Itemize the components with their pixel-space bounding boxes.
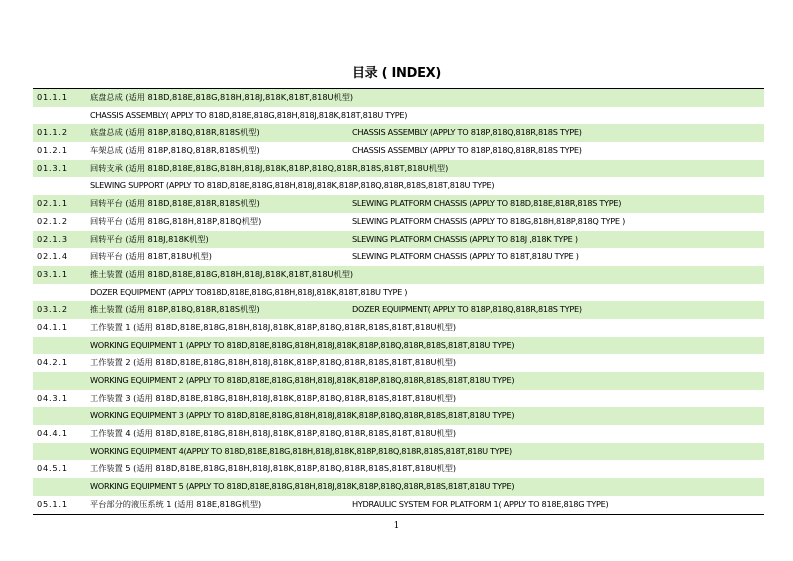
index-title-cn: 推土装置 (适用 818D,818E,818G,818H,818J,818K,818T,818U机型) — [90, 268, 354, 279]
index-title-en-full: WORKING EQUIPMENT 5 (APPLY TO 818D,818E,818G,818H,818J,818K,818P,818Q,818R,818S,818T,818U TYPE) — [90, 481, 515, 492]
index-row[interactable] — [33, 177, 764, 195]
index-title-en: SLEWING PLATFORM CHASSIS (APPLY TO 818D,818E,818R,818S TYPE) — [352, 198, 622, 209]
index-number: 03.1.2 — [37, 304, 68, 315]
index-title-en-full: WORKING EQUIPMENT 2 (APPLY TO 818D,818E,818G,818H,818J,818K,818P,818Q,818R,818S,818T,818U TYPE) — [90, 375, 515, 385]
index-row[interactable] — [33, 443, 764, 461]
index-title-cn: 工作装置 1 (适用 818D,818E,818G,818H,818J,818K,818P,818Q,818R,818S,818T,818U机型) — [90, 321, 457, 332]
index-number: 01.3.1 — [37, 162, 68, 173]
index-title-en: CHASSIS ASSEMBLY (APPLY TO 818P,818Q,818R,818S TYPE) — [352, 127, 582, 138]
index-title-cn: 工作装置 3 (适用 818D,818E,818G,818H,818J,818K,818P,818Q,818R,818S,818T,818U机型) — [90, 392, 457, 403]
index-title-cn: 工作装置 2 (适用 818D,818E,818G,818H,818J,818K,818P,818Q,818R,818S,818T,818U机型) — [90, 357, 457, 368]
index-row[interactable] — [33, 266, 764, 284]
index-title-en: CHASSIS ASSEMBLY (APPLY TO 818P,818Q,818R,818S TYPE) — [352, 145, 582, 156]
index-title-en-full: DOZER EQUIPMENT (APPLY TO818D,818E,818G,818H,818J,818K,818T,818U TYPE ) — [90, 286, 408, 297]
index-row[interactable] — [33, 460, 764, 478]
index-title-cn: 底盘总成 (适用 818D,818E,818G,818H,818J,818K,818T,818U机型) — [90, 92, 354, 102]
index-title-cn: 回转支承 (适用 818D,818E,818G,818H,818J,818K,818P,818Q,818R,818S,818T,818U机型) — [90, 162, 449, 173]
index-number: 01.1.2 — [37, 127, 68, 138]
index-title-en: DOZER EQUIPMENT( APPLY TO 818P,818Q,818R,818S TYPE) — [352, 304, 582, 315]
index-row[interactable] — [33, 337, 764, 355]
index-number: 05.1.1 — [37, 498, 68, 509]
index-number: 04.5.1 — [37, 463, 68, 474]
index-number: 01.2.1 — [37, 145, 68, 156]
index-title-en: SLEWING PLATFORM CHASSIS (APPLY TO 818J ,818K TYPE ) — [352, 233, 578, 244]
index-title-en-full: WORKING EQUIPMENT 3 (APPLY TO 818D,818E,818G,818H,818J,818K,818P,818Q,818R,818S,818T,818U TYPE) — [90, 410, 515, 421]
index-row[interactable] — [33, 372, 764, 390]
index-number: 02.1.3 — [37, 233, 68, 244]
index-title-cn: 底盘总成 (适用 818P,818Q,818R,818S机型) — [90, 127, 260, 138]
index-title-cn: 回转平台 (适用 818J,818K机型) — [90, 233, 209, 244]
index-row[interactable] — [33, 301, 764, 319]
index-row[interactable] — [33, 231, 764, 249]
index-row[interactable] — [33, 284, 764, 302]
index-title-cn: 车架总成 (适用 818P,818Q,818R,818S机型) — [90, 145, 260, 156]
index-number: 04.3.1 — [37, 392, 68, 403]
index-row[interactable] — [33, 160, 764, 178]
index-row[interactable] — [33, 319, 764, 337]
index-number: 04.1.1 — [37, 321, 68, 332]
index-row[interactable] — [33, 142, 764, 160]
index-number: 04.2.1 — [37, 357, 68, 368]
index-row[interactable] — [33, 248, 764, 266]
index-number: 02.1.2 — [37, 215, 68, 226]
index-row[interactable] — [33, 195, 764, 213]
index-title-cn: 工作装置 4 (适用 818D,818E,818G,818H,818J,818K,818P,818Q,818R,818S,818T,818U机型) — [90, 428, 457, 439]
index-title-en: HYDRAULIC SYSTEM FOR PLATFORM 1( APPLY TO 818E,818G TYPE) — [352, 498, 609, 509]
index-title-cn: 回转平台 (适用 818D,818E,818R,818S机型) — [90, 198, 260, 209]
index-title-cn: 平台部分的液压系统 1 (适用 818E,818G机型) — [90, 498, 262, 509]
index-title-en: SLEWING PLATFORM CHASSIS (APPLY TO 818T,818U TYPE ) — [352, 251, 579, 262]
index-title-en: SLEWING PLATFORM CHASSIS (APPLY TO 818G,818H,818P,818Q TYPE ) — [352, 215, 625, 226]
index-row[interactable] — [33, 407, 764, 425]
index-row[interactable] — [33, 390, 764, 408]
page-title: 目录 ( INDEX) — [351, 66, 442, 81]
index-table — [33, 88, 764, 515]
index-row[interactable] — [33, 124, 764, 142]
index-row[interactable] — [33, 107, 764, 125]
index-title-cn: 推土装置 (适用 818P,818Q,818R,818S机型) — [90, 304, 260, 315]
index-number: 02.1.4 — [37, 251, 68, 262]
index-title-cn: 工作装置 5 (适用 818D,818E,818G,818H,818J,818K,818P,818Q,818R,818S,818T,818U机型) — [90, 463, 457, 474]
index-title-en-full: WORKING EQUIPMENT 4(APPLY TO 818D,818E,818G,818H,818J,818K,818P,818Q,818R,818S,818T,818U TYPE) — [90, 445, 512, 456]
index-title-en-full: CHASSIS ASSEMBLY( APPLY TO 818D,818E,818G,818H,818J,818K,818T,818U TYPE) — [90, 109, 408, 120]
index-row[interactable] — [33, 89, 764, 107]
index-number: 04.4.1 — [37, 428, 68, 439]
index-number: 03.1.1 — [37, 268, 68, 279]
index-title-cn: 回转平台 (适用 818G,818H,818P,818Q机型) — [90, 215, 262, 226]
index-title-en-full: SLEWING SUPPORT (APPLY TO 818D,818E,818G,818H,818J,818K,818P,818Q,818R,818S,818T,818U TYPE) — [90, 180, 495, 191]
index-row[interactable] — [33, 354, 764, 372]
index-row[interactable] — [33, 496, 764, 515]
page-number: 1 — [393, 521, 400, 531]
index-title-en-full: WORKING EQUIPMENT 1 (APPLY TO 818D,818E,818G,818H,818J,818K,818P,818Q,818R,818S,818T,818U TYPE) — [90, 339, 515, 350]
index-number: 02.1.1 — [37, 198, 68, 209]
index-row[interactable] — [33, 425, 764, 443]
index-number: 01.1.1 — [37, 92, 68, 102]
index-title-cn: 回转平台 (适用 818T,818U机型) — [90, 251, 212, 262]
index-row[interactable] — [33, 478, 764, 496]
index-row[interactable] — [33, 213, 764, 231]
